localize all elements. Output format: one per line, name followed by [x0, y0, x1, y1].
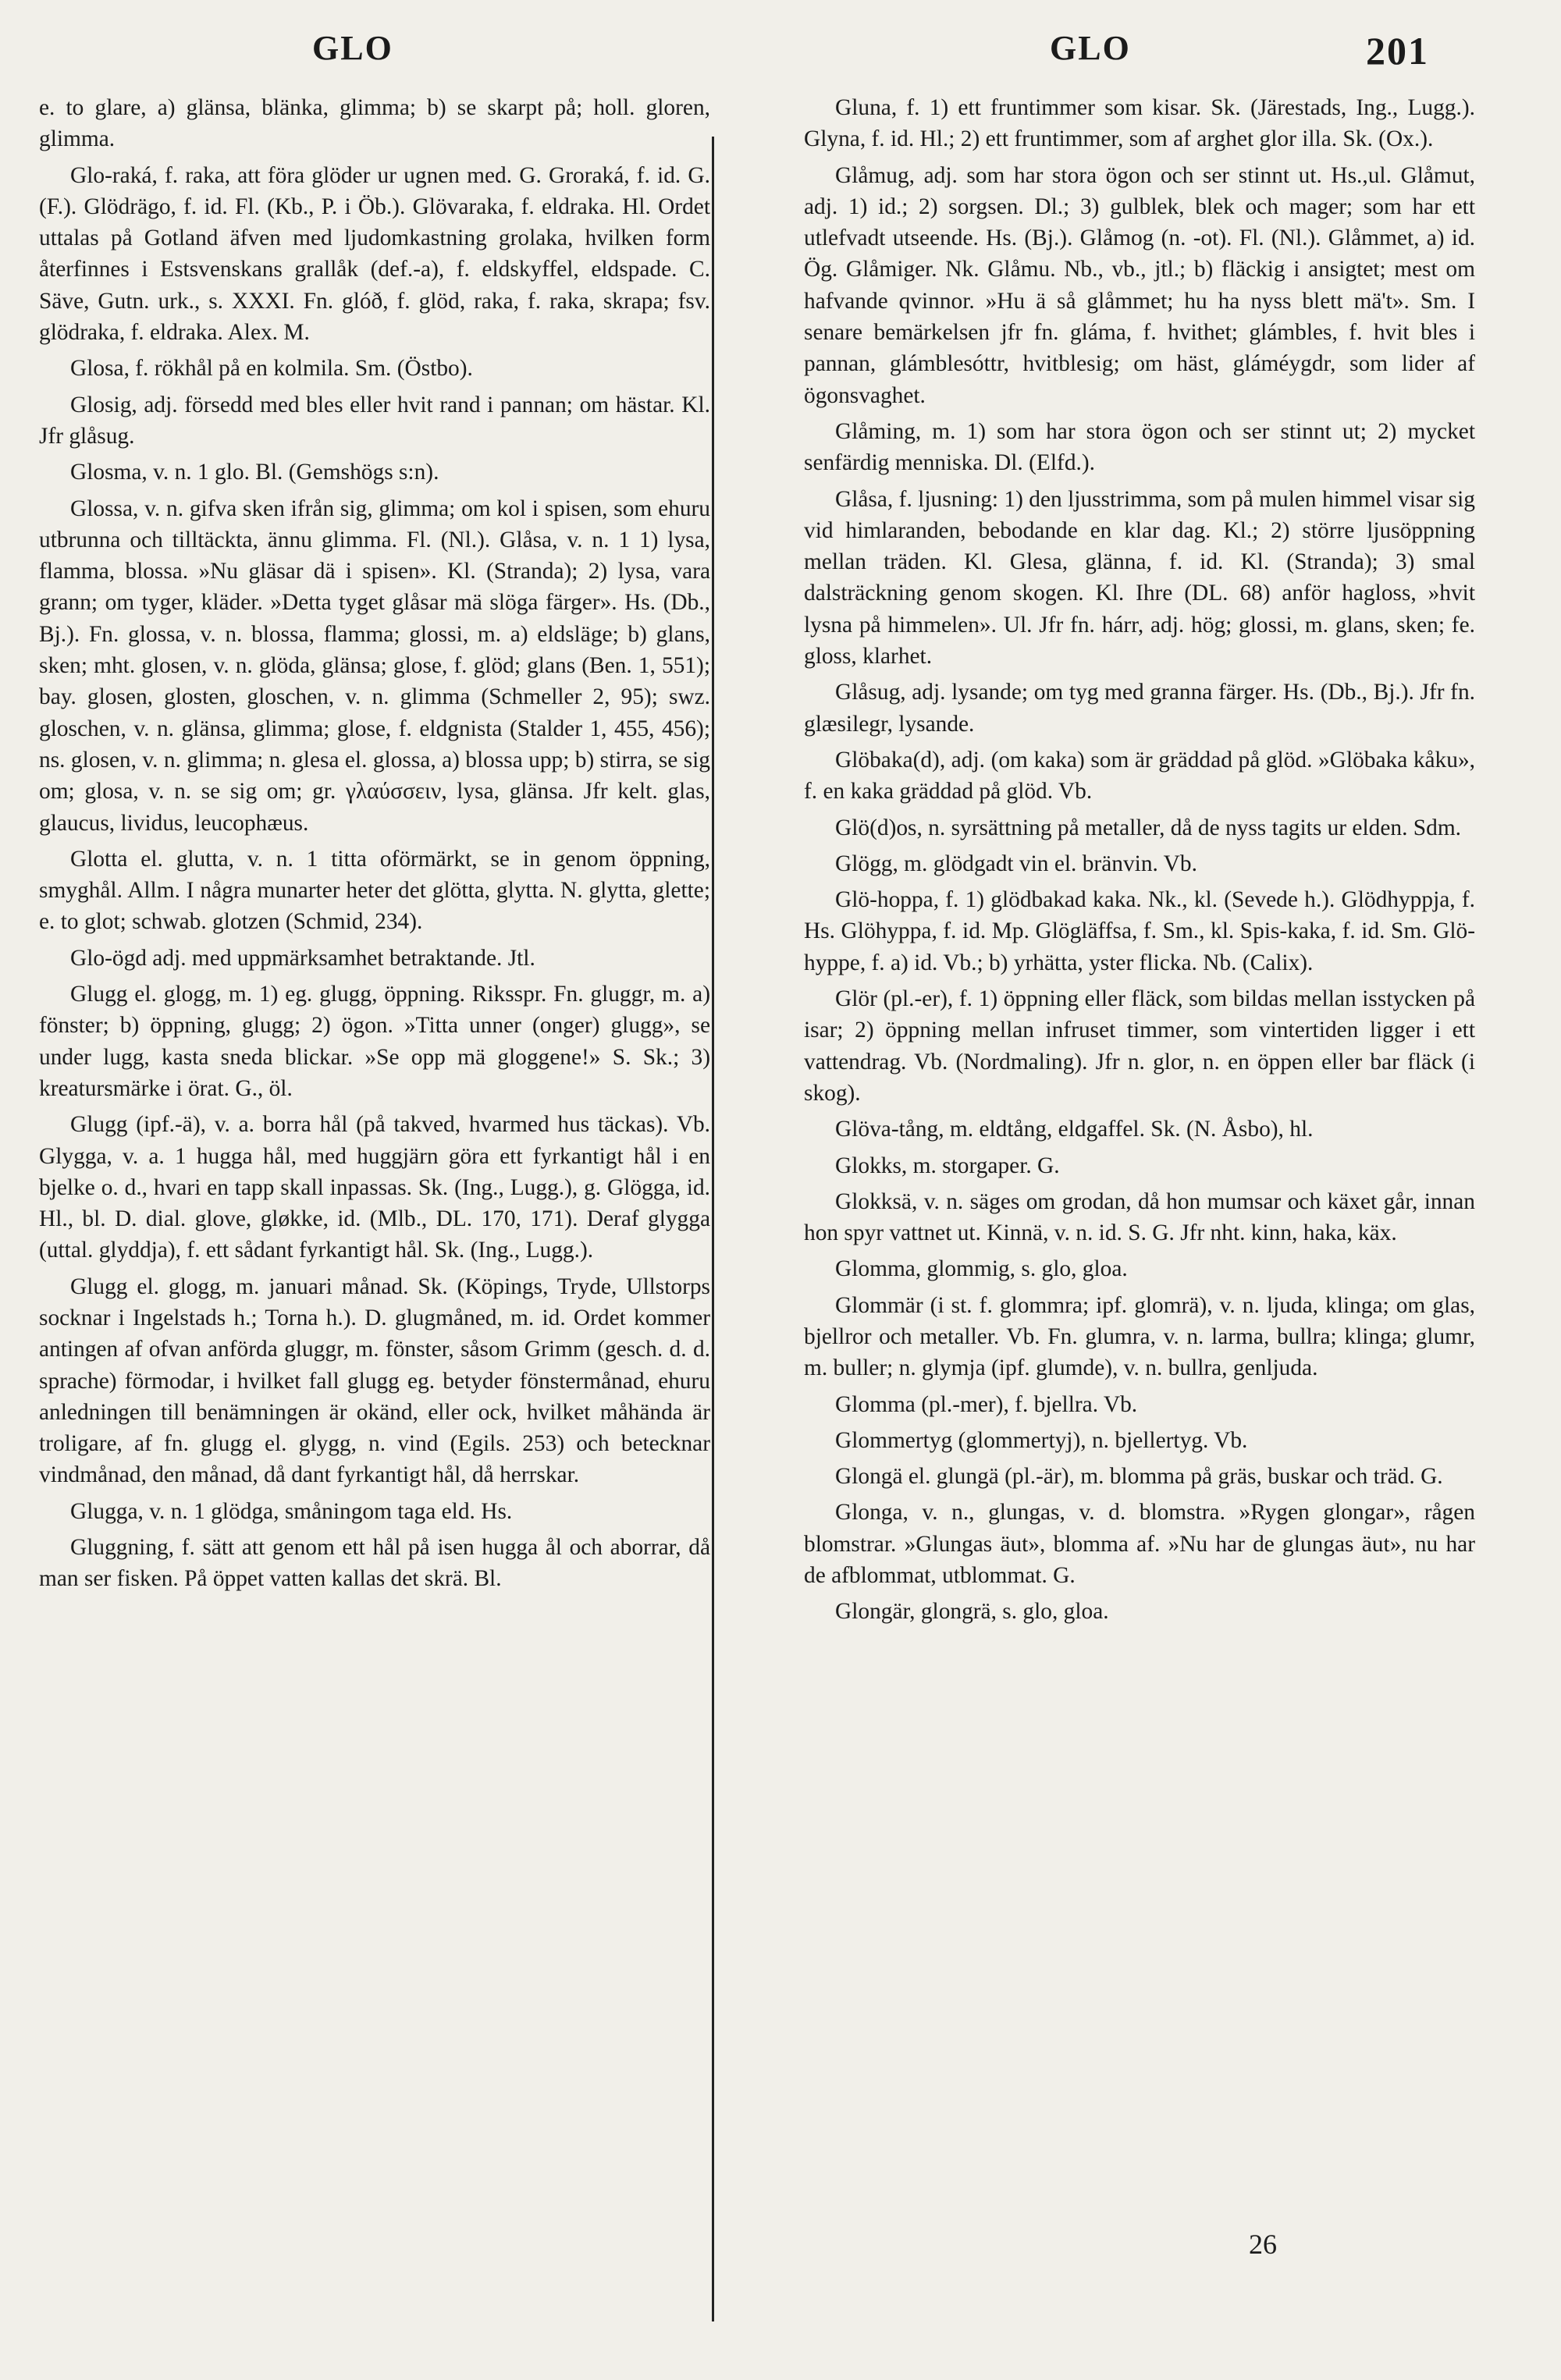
dictionary-entry: Glåmug, adj. som har stora ögon och ser stinnt ut. Hs.,ul. Glåmut, adj. 1) id.; 2) sorgsen. Dl.; 3) gulblek, blek och mager; som har ett utlefvadt utseende. Hs. (Bj.). Glåmog (n. -ot). Fl. (Nl.). Glåmmet, a) id. Ög. Glåmiger. Nk. Glåmu. Nb., vb., jtl.; b) fläckig i ansigtet; mest om hafvande qvinnor. »Hu ä så glåmmet; hu ha nyss blett mä't». Sm. I senare bemärkelsen jfr fn. gláma, f. hvithet; glámbles, f. hvit bles i pannan, glámblesóttr, hvitblesig; om häst, gláméygdr, som lider af ögonsvaghet. — [804, 162, 1475, 408]
dictionary-entry: Glöbaka(d), adj. (om kaka) som är gräddad på glöd. »Glöbaka kåku», f. en kaka gräddad på glöd. Vb. — [804, 747, 1475, 805]
dictionary-entry: Glö-hoppa, f. 1) glödbakad kaka. Nk., kl. (Sevede h.). Glödhyppja, f. Hs. Glöhyppa, f. id. Mp. Glögläffsa, f. Sm., kl. Spis-kaka, f. id. Sm. Glö-hyppe, f. a) id. Vb.; b) yrhätta, yster flicka. Nb. (Calix). — [804, 887, 1475, 975]
dictionary-entry: Glugga, v. n. 1 glödga, småningom taga eld. Hs. — [70, 1498, 513, 1524]
dictionary-entry: Gluna, f. 1) ett fruntimmer som kisar. Sk. (Järestads, Ing., Lugg.). Glyna, f. id. Hl.; 2) ett fruntimmer, som af arghet glor illa. Sk. (Ox.). — [804, 95, 1475, 152]
dictionary-entry: Glo-raká, f. raka, att föra glöder ur ugnen med. G. Groraká, f. id. G. (F.). Glödrägo, f. id. Fl. (Kb., P. i Öb.). Glövaraka, f. eldraka. Hl. Ordet uttalas på Gotland äfven med ljudomkastning grolaka, hvilken form återfinnes i Estsvenskans grallåk (def.-a), f. eldskyffel, eldspade. C. Säve, Gutn. urk., s. XXXI. Fn. glóð, f. glöd, raka, f. raka, skrapa; fsv. glödraka, f. eldraka. Alex. M. — [39, 162, 710, 346]
dictionary-entry: Glåsug, adj. lysande; om tyg med granna färger. Hs. (Db., Bj.). Jfr fn. glæsilegr, lysande. — [804, 680, 1475, 737]
dictionary-entry: Glugg (ipf.-ä), v. a. borra hål (på takved, hvarmed hus täckas). Vb. Glygga, v. a. 1 hugga hål, med huggjärn göra ett fyrkantigt hål i en bjelke o. d., hvari en tapp skall inpassas. Sk. (Ing., Lugg.), g. Glögga, id. Hl., bl. D. dial. glove, gløkke, id. (Mlb., DL. 170, 171). Deraf glygga (uttal. glyddja), f. ett sådant fyrkantigt hål. Sk. (Ing., Lugg.). — [39, 1112, 710, 1263]
page-number: 201 — [1366, 29, 1429, 73]
dictionary-entry: Glugg el. glogg, m. 1) eg. glugg, öppning. Riksspr. Fn. gluggr, m. a) fönster; b) öppning, glugg; 2) ögon. »Titta unner (onger) glugg», se under lugg, kasta sneda blickar. »Se opp mä gloggene!» S. Sk.; 3) kreatursmärke i örat. G., öl. — [39, 982, 710, 1101]
dictionary-entry: Glommertyg (glommertyj), n. bjellertyg. Vb. — [835, 1427, 1248, 1453]
dictionary-entry: e. to glare, a) glänsa, blänka, glimma; b) se skarpt på; holl. gloren, glimma. — [39, 95, 710, 152]
dictionary-entry: Glongär, glongrä, s. glo, gloa. — [835, 1599, 1109, 1625]
dictionary-entry: Glomma, glommig, s. glo, gloa. — [835, 1256, 1128, 1282]
dictionary-entry: Glokks, m. storgaper. G. — [835, 1153, 1060, 1178]
dictionary-entry: Glotta el. glutta, v. n. 1 titta oförmärkt, se in genom öppning, smyghål. Allm. I några munarter heter det glötta, glytta. N. glytta, glette; e. to glot; schwab. glotzen (Schmid, 234). — [39, 846, 710, 935]
dictionary-entry: Glö(d)os, n. syrsättning på metaller, då de nyss tagits ur elden. Sdm. — [835, 815, 1462, 840]
dictionary-entry: Glåming, m. 1) som har stora ögon och ser stinnt ut; 2) mycket senfärdig menniska. Dl. (Elfd.). — [804, 418, 1475, 476]
dictionary-entry: Glöva-tång, m. eldtång, eldgaffel. Sk. (N. Åsbo), hl. — [835, 1117, 1314, 1142]
running-head-left: GLO — [312, 29, 393, 67]
signature-mark: 26 — [1249, 2229, 1277, 2260]
dictionary-entry: Glongä el. glungä (pl.-är), m. blomma på gräs, buskar och träd. G. — [835, 1464, 1443, 1490]
dictionary-entry: Glokksä, v. n. säges om grodan, då hon mumsar och käxet går, innan hon spyr vattnet ut. Kinnä, v. n. id. S. G. Jfr nht. kinn, haka, käx. — [804, 1188, 1475, 1246]
dictionary-entry: Glögg, m. glödgadt vin el. bränvin. Vb. — [835, 851, 1197, 876]
dictionary-entry: Glosig, adj. försedd med bles eller hvit rand i pannan; om hästar. Kl. Jfr glåsug. — [39, 392, 710, 449]
left-column — [39, 92, 710, 1600]
running-head-right: GLO — [1050, 29, 1131, 67]
dictionary-entry: Glossa, v. n. gifva sken ifrån sig, glimma; om kol i spisen, som ehuru utbrunna och tilltäckta, ännu glimma. Fl. (Nl.). Glåsa, v. n. 1 1) lysa, flamma, blossa. »Nu gläsar dä i spisen». Kl. (Stranda); 2) lysa, vara grann; om tyger, kläder. »Detta tyget glåsar mä slöga färger». Hs. (Db., Bj.). Fn. glossa, v. n. blossa, flamma; glossi, m. a) eldsläge; b) glans, sken; mht. glosen, v. n. glöda, glänsa; glose, f. glöd; glans (Ben. 1, 551); bay. glosen, glosten, gloschen, v. n. glimma (Schmeller 2, 95); swz. gloschen, v. n. glänsa, glimma; glose, f. eldgnista (Stalder 1, 455, 456); ns. glosen, v. n. glimma; n. glesa el. glossa, a) blossa upp; b) stirra, se sig om; glosa, v. n. se sig om; gr. γλαύσσειν, lysa, glänsa. Jfr kelt. glas, glaucus, lividus, leucophæus. — [39, 496, 710, 836]
dictionary-entry: Glosma, v. n. 1 glo. Bl. (Gemshögs s:n). — [70, 460, 439, 485]
dictionary-entry: Glör (pl.-er), f. 1) öppning eller fläck, som bildas mellan isstycken på isar; 2) öppning mellan infruset timmer, som vintertiden ligger i ett vattendrag. Vb. (Nordmaling). Jfr n. glor, n. en öppen eller bar fläck (i skog). — [804, 986, 1475, 1106]
dictionary-entry: Glonga, v. n., glungas, v. d. blomstra. »Rygen glongar», rågen blomstrar. »Glungas äut», blomma af. »Nu har de glungas äut», nu har de afblommat, utblommat. G. — [804, 1500, 1475, 1589]
dictionary-entry: Glo-ögd adj. med uppmärksamhet betraktande. Jtl. — [70, 945, 535, 971]
dictionary-entry: Gluggning, f. sätt att genom ett hål på isen hugga ål och aborrar, då man ser fisken. På öppet vatten kallas det skrä. Bl. — [39, 1535, 710, 1592]
dictionary-entry: Glugg el. glogg, m. januari månad. Sk. (Köpings, Tryde, Ullstorps socknar i Ingelstads h.; Torna h.). D. glugmåned, m. id. Ordet kommer antingen af ofvan anförda gluggr, m. fönster, såsom Grimm (gesch. d. d. sprache) förmodar, i hvilket fall glugg eg. betyder fönstermånad, ehuru anledningen till benämningen är okänd, eller ock, hvilket måhända är troligare, af fn. glugg el. glygg, n. vind (Egils. 253) och betecknar vindmånad, den månad, då dant fyrkantigt hål, då herrskar. — [39, 1273, 710, 1488]
column-divider — [712, 137, 714, 2321]
dictionary-entry: Glommär (i st. f. glommra; ipf. glomrä), v. n. ljuda, klinga; om glas, bjellror och metaller. Vb. Fn. glumra, v. n. larma, bullra; klinga; glumr, m. buller; n. glymja (ipf. glumde), v. n. bullra, genljuda. — [804, 1292, 1475, 1381]
right-column — [804, 92, 1475, 1632]
dictionary-entry: Glomma (pl.-mer), f. bjellra. Vb. — [835, 1391, 1138, 1417]
dictionary-entry: Glåsa, f. ljusning: 1) den ljusstrimma, som på mulen himmel visar sig vid himlaranden, bebodande en klar dag. Kl.; 2) större ljusöppning mellan träden. Kl. Glesa, glänna, f. id. Kl. (Stranda); 3) smal dalsträckning genom skogen. Kl. Ihre (DL. 68) anför hagloss, »hvit lysna på himmelen». Ul. Jfr fn. hárr, adj. hög; glossi, m. glans, sken; fe. gloss, klarhet. — [804, 486, 1475, 670]
dictionary-entry: Glosa, f. rökhål på en kolmila. Sm. (Östbo). — [70, 356, 473, 382]
